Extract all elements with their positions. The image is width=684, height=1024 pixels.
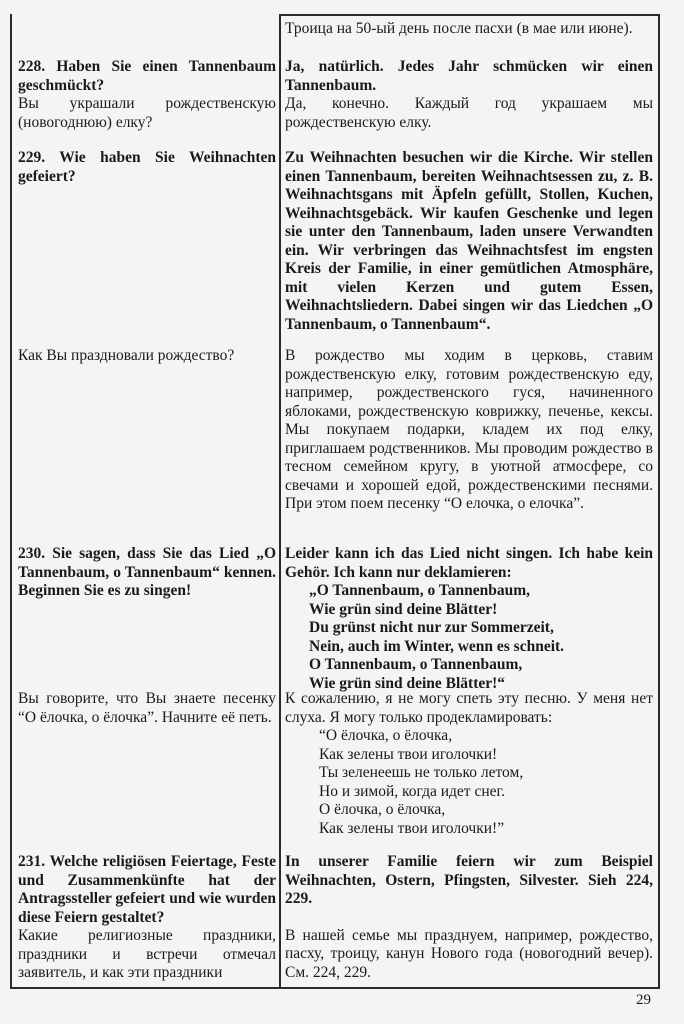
q230-ru-poem: “О ёлочка, о ёлочка, Как зелены твои иголочки! Ты зеленеешь не только летом, Но и зимой, когда идет снег. О ёлочка, о ёлочка, Как зелены твои иголочки!” xyxy=(319,727,524,837)
q230-de-intro: Leider kann ich das Lied nicht singen. Ich habe kein Gehör. Ich kann nur deklamieren: xyxy=(285,545,653,581)
q231-de-answer: In unserer Familie feiern wir zum Beispiel Weihnachten, Ostern, Pfingsten, Silvester. Sieh 224, 229. xyxy=(285,853,653,907)
q230-ru-answer xyxy=(285,690,653,838)
q229-ru-answer: В рождество мы ходим в церковь, ставим рождественскую елку, готовим рождественскую еду, например, рождественского гуся, начиненного яблоками, рождественскую коврижку, печенье, кексы. Мы покупаем подарки, кладем их под елку, приглашаем родственников. Мы проводим рождество в тесном семейном кругу, в уютной атмосфере, со свечами и хорошей едой, рождественскими песнями. При этом поем песенку “О елочка, о елочка”. xyxy=(285,347,653,512)
q231-ru-answer: В нашей семье мы празднуем, например, рождество, пасху, троицу, канун Нового года (новогодний вечер). См. 224, 229. xyxy=(285,926,653,981)
q230-de-poem: „O Tannenbaum, o Tannenbaum, Wie grün sind deine Blätter! Du grünst nicht nur zur Sommerzeit, Nein, auch im Winter, wenn es schneit. O Tannenbaum, o Tannenbaum, Wie grün sind deine Blätter!“ xyxy=(309,582,565,692)
left-border xyxy=(10,14,12,989)
q229-ru-question: Как Вы праздновали рождество? xyxy=(18,347,235,364)
carryover-text: Троица на 50-ый день после пасхи (в мае или июне). xyxy=(285,20,633,37)
q231-de-question: 231. Welche religiösen Feiertage, Feste und Zusammenkünfte hat der Antragssteller gefeiert und wie wurden diese Feiern gestaltet? xyxy=(18,853,277,926)
q228-question xyxy=(18,58,276,132)
q231-ru-question: Какие религиозные праздники, праздники и встречи отмечал заявитель, и как эти праздники xyxy=(18,927,276,981)
right-border xyxy=(658,14,660,989)
q229-de-question: 229. Wie haben Sie Weihnachten gefeiert? xyxy=(18,149,276,185)
q228-de-answer: Ja, natürlich. Jedes Jahr schmücken wir einen Tannenbaum. xyxy=(285,58,653,94)
q228-ru-question: Вы украшали рождественскую (новогоднюю) елку? xyxy=(18,95,276,131)
q231-answer xyxy=(285,853,653,982)
q230-ru-question: Вы говорите, что Вы знаете песенку “О ёлочка, о ёлочка”. Начните её петь. xyxy=(18,690,276,726)
q230-de-question: 230. Sie sagen, dass Sie das Lied „O Tannenbaum, o Tannenbaum“ kennen. Beginnen Sie es zu singen! xyxy=(18,545,277,599)
page-number: 29 xyxy=(636,992,651,1008)
q231-question xyxy=(18,853,276,983)
bottom-rule xyxy=(10,987,660,989)
q230-de-answer xyxy=(285,545,653,693)
q228-de-question: 228. Haben Sie einen Tannenbaum geschmückt? xyxy=(18,58,276,94)
q228-answer xyxy=(285,58,653,132)
top-rule xyxy=(279,14,660,16)
q230-ru-intro: К сожалению, я не могу спеть эту песню. У меня нет слуха. Я могу только продекламировать: xyxy=(285,690,653,726)
column-divider xyxy=(279,14,281,989)
q228-ru-answer: Да, конечно. Каждый год украшаем мы рождественскую елку. xyxy=(285,95,653,131)
q229-de-answer: Zu Weihnachten besuchen wir die Kirche. Wir stellen einen Tannenbaum, bereiten Weihnachtsessen zu, z. B. Weihnachtsgans mit Äpfeln gefüllt, Stollen, Kuchen, Weihnachtsgebäck. Wir kaufen Geschenke und legen sie unter den Tannenbaum, laden unsere Verwandten ein. Wir verbringen das Weihnachtsfest im engsten Kreis der Familie, in einer gemütlichen Atmosphäre, mit vielen Kerzen und gutem Essen, Weihnachtsliedern. Dabei singen wir das Liedchen „O Tannenbaum, o Tannenbaum“. xyxy=(285,149,653,333)
